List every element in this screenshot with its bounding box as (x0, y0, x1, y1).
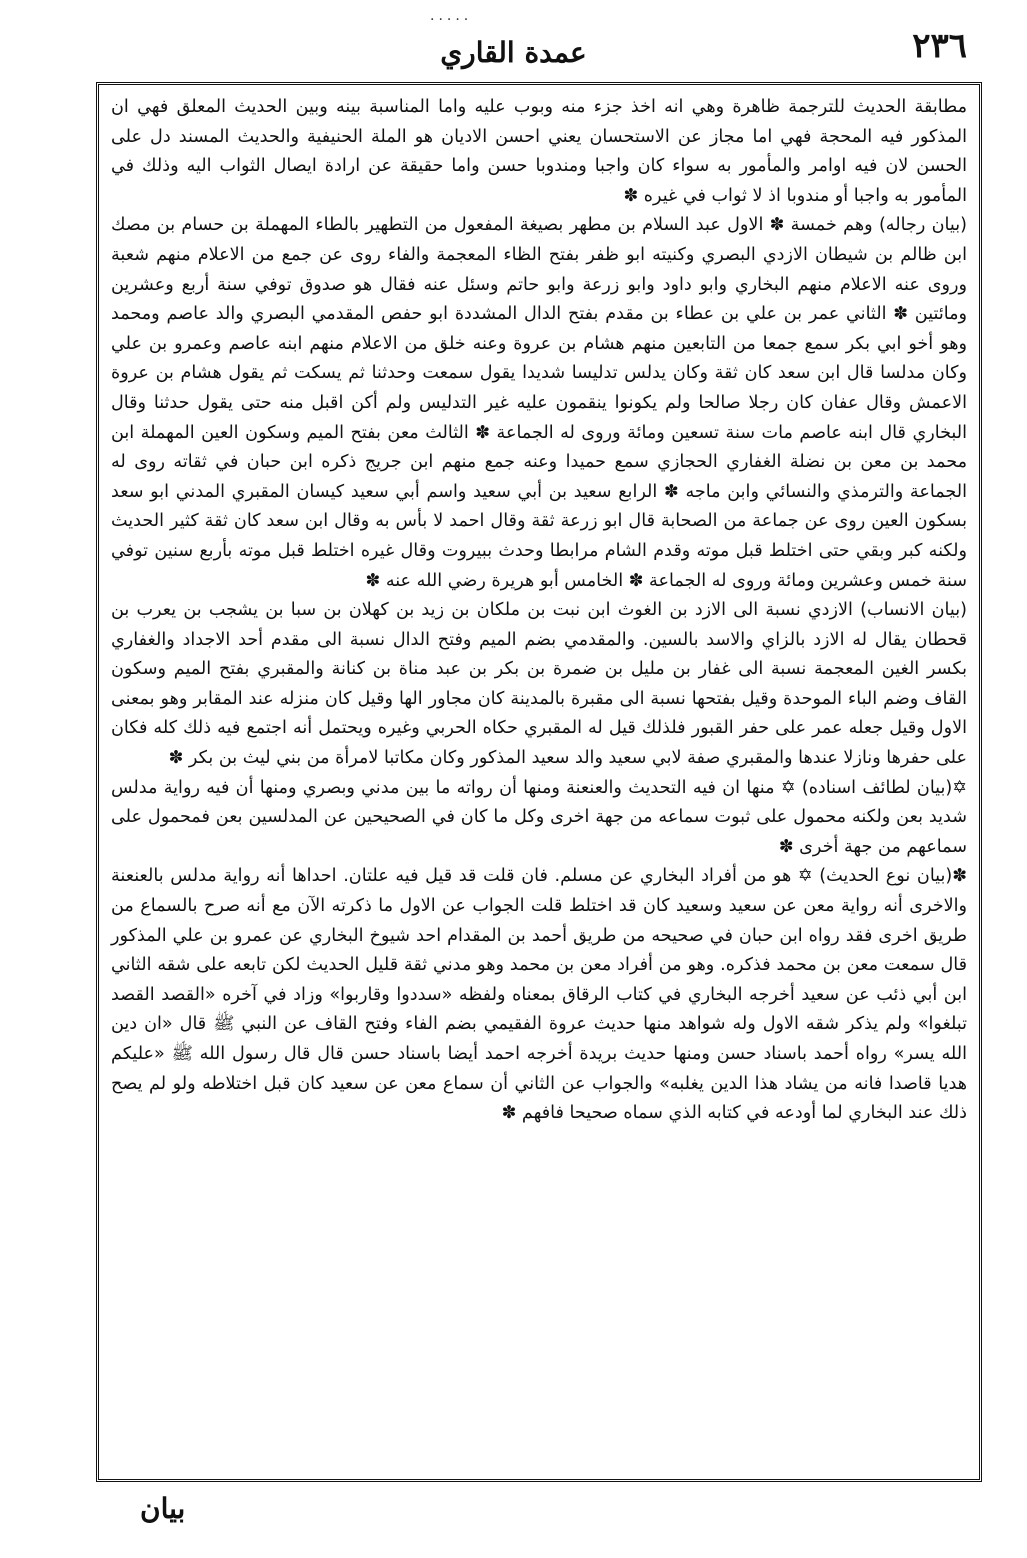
page-number: ٢٣٦ (912, 26, 967, 66)
main-text (111, 93, 967, 1471)
paragraph-hadith-type: ✽(بيان نوع الحديث) ✡ هو من أفراد البخاري عن مسلم. فان قلت قد قيل فيه علتان. احداها أنه رواية مدلس بالعنعنة والاخرى أنه رواية معن عن سعيد وسعيد كان قد اختلط قلت الجواب عن الاول ما ذكرته الآن مع أنه صرح بالسماع من طريق اخرى فقد رواه ابن حبان في صحيحه من طريق أحمد بن المقدام احد شيوخ البخاري عن عمرو بن علي المذكور قال سمعت معن بن محمد فذكره. وهو من أفراد معن بن محمد وهو مدني ثقة قليل الحديث لكن تابعه على شقه الثاني ابن أبي ذئب عن سعيد أخرجه البخاري في كتاب الرقاق بمعناه ولفظه «سددوا وقاربوا» وزاد في آخره «القصد القصد تبلغوا» ولم يذكر شقه الاول وله شواهد منها حديث عروة الفقيمي بضم الفاء وفتح القاف عن النبي ﷺ قال «ان دين الله يسر» رواه أحمد باسناد حسن ومنها حديث بريدة أخرجه احمد أيضا باسناد حسن قال قال رسول الله ﷺ «عليكم هديا قاصدا فانه من يشاد هذا الدين يغلبه» والجواب عن الثاني أن سماع معن عن سعيد كان قبل اختلاطه ولو لم يصح ذلك عند البخاري لما أودعه في كتابه الذي سماه صحيحا فافهم ✽ (111, 866, 967, 1124)
catchword: بيان (140, 1492, 186, 1525)
running-title: عمدة القاري (440, 36, 587, 69)
top-mark: ..... (430, 8, 473, 24)
text-frame (96, 82, 982, 1482)
paragraph-narrators: (بيان رجاله) وهم خمسة ✽ الاول عبد السلام بن مطهر بصيغة المفعول من التطهير بالطاء المهملة بن حسام بن مصك ابن ظالم بن شيطان الازدي البصري وكنيته ابو ظفر بفتح الظاء المعجمة والفاء روى عن جمع من الاعلام منهم شعبة وروى عنه الاعلام منهم البخاري وابو داود وابو زرعة وابو حاتم وسئل عنه فقال هو صدوق توفي سنة أربع وعشرين ومائتين ✽ الثاني عمر بن علي بن عطاء بن مقدم بفتح الدال المشددة ابو حفص المقدمي البصري والد عاصم ومحمد وهو أخو ابي بكر سمع جمعا من التابعين منهم هشام بن عروة وعنه خلق من الاعلام منهم ابنه عاصم وعمرو بن علي وكان مدلسا قال ابن سعد كان ثقة وكان يدلس تدليسا شديدا يقول سمعت وحدثنا ثم يسكت ثم يقول هشام بن عروة الاعمش وقال عفان كان رجلا صالحا ولم يكونوا ينقمون عليه غير التدليس ولم أكن اقبل منه حتى يقول حدثنا وقال البخاري قال ابنه عاصم مات سنة تسعين ومائة وروى له الجماعة ✽ الثالث معن بفتح الميم وسكون العين المهملة ابن محمد بن معن بن نضلة الغفاري الحجازي سمع حميدا وعنه جمع منهم ابن جريج ذكره ابن حبان في ثقاته روى له الجماعة والترمذي والنسائي وابن ماجه ✽ الرابع سعيد بن أبي سعيد واسم أبي سعيد كيسان المقبري المدني ابو سعد بسكون العين روى عن جماعة من الصحابة قال ابو زرعة ثقة وقال احمد لا بأس به وقال ابن سعد كان ثقة كثير الحديث ولكنه كبر وبقي حتى اختلط قبل موته وقدم الشام مرابطا وحدث ببيروت وقال غيره اختلط قبل موته بأربع سنين توفي سنة خمس وعشرين ومائة وروى له الجماعة ✽ الخامس أبو هريرة رضي الله عنه ✽ (111, 215, 967, 591)
paragraph-chain-subtleties: ✡(بيان لطائف اسناده) ✡ منها ان فيه التحديث والعنعنة ومنها أن رواته ما بين مدني وبصري ومنها أن فيه رواية مدلس شديد بعن ولكنه محمول على ثبوت سماعه من جهة اخرى وكل ما كان في الصحيحين عن المدلسين بعن فمحمول على سماعهم من جهة أخرى ✽ (111, 777, 967, 857)
page-header (0, 0, 1027, 80)
paragraph-lineages: (بيان الانساب) الازدي نسبة الى الازد بن الغوث ابن نبت بن ملكان بن زيد بن كهلان بن سبا بن يشجب بن يعرب بن قحطان يقال له الازد بالزاي والاسد بالسين. والمقدمي بضم الميم وفتح الدال نسبة الى مقدم أحد الاجداد والغفاري بكسر الغين المعجمة نسبة الى غفار بن مليل بن ضمرة بن بكر بن عبد مناة بن كنانة والمقبري بفتح الميم وسكون القاف وضم الباء الموحدة وقيل بفتحها نسبة الى مقبرة بالمدينة كان مجاور الها وقيل كان منزله عند المقابر وهو بمعنى الاول وقيل جعله عمر على حفر القبور فلذلك قيل له المقبري حكاه الحربي وغيره ويحتمل أنه اجتمع فيه ذلك كله فكان على حفرها ونازلا عندها والمقبري صفة لابي سعيد والد سعيد المذكور وكان مكاتبا لامرأة من بني ليث بن بكر ✽ (111, 600, 967, 769)
paragraph-intro: مطابقة الحديث للترجمة ظاهرة وهي انه اخذ جزء منه وبوب عليه واما المناسبة بينه وبين الحديث المعلق فهي ان المذكور فيه المحجة فهي اما مجاز عن الاستحسان يعني احسن الاديان هو الملة الحنيفية والحديث المسند دل على الحسن لان فيه اوامر والمأمور به سواء كان واجبا ومندوبا حسن واما حقيقة عن ارادة ايصال الثواب اليه وذلك في المأمور به واجبا أو مندوبا اذ لا ثواب في غيره ✽ (111, 97, 967, 206)
